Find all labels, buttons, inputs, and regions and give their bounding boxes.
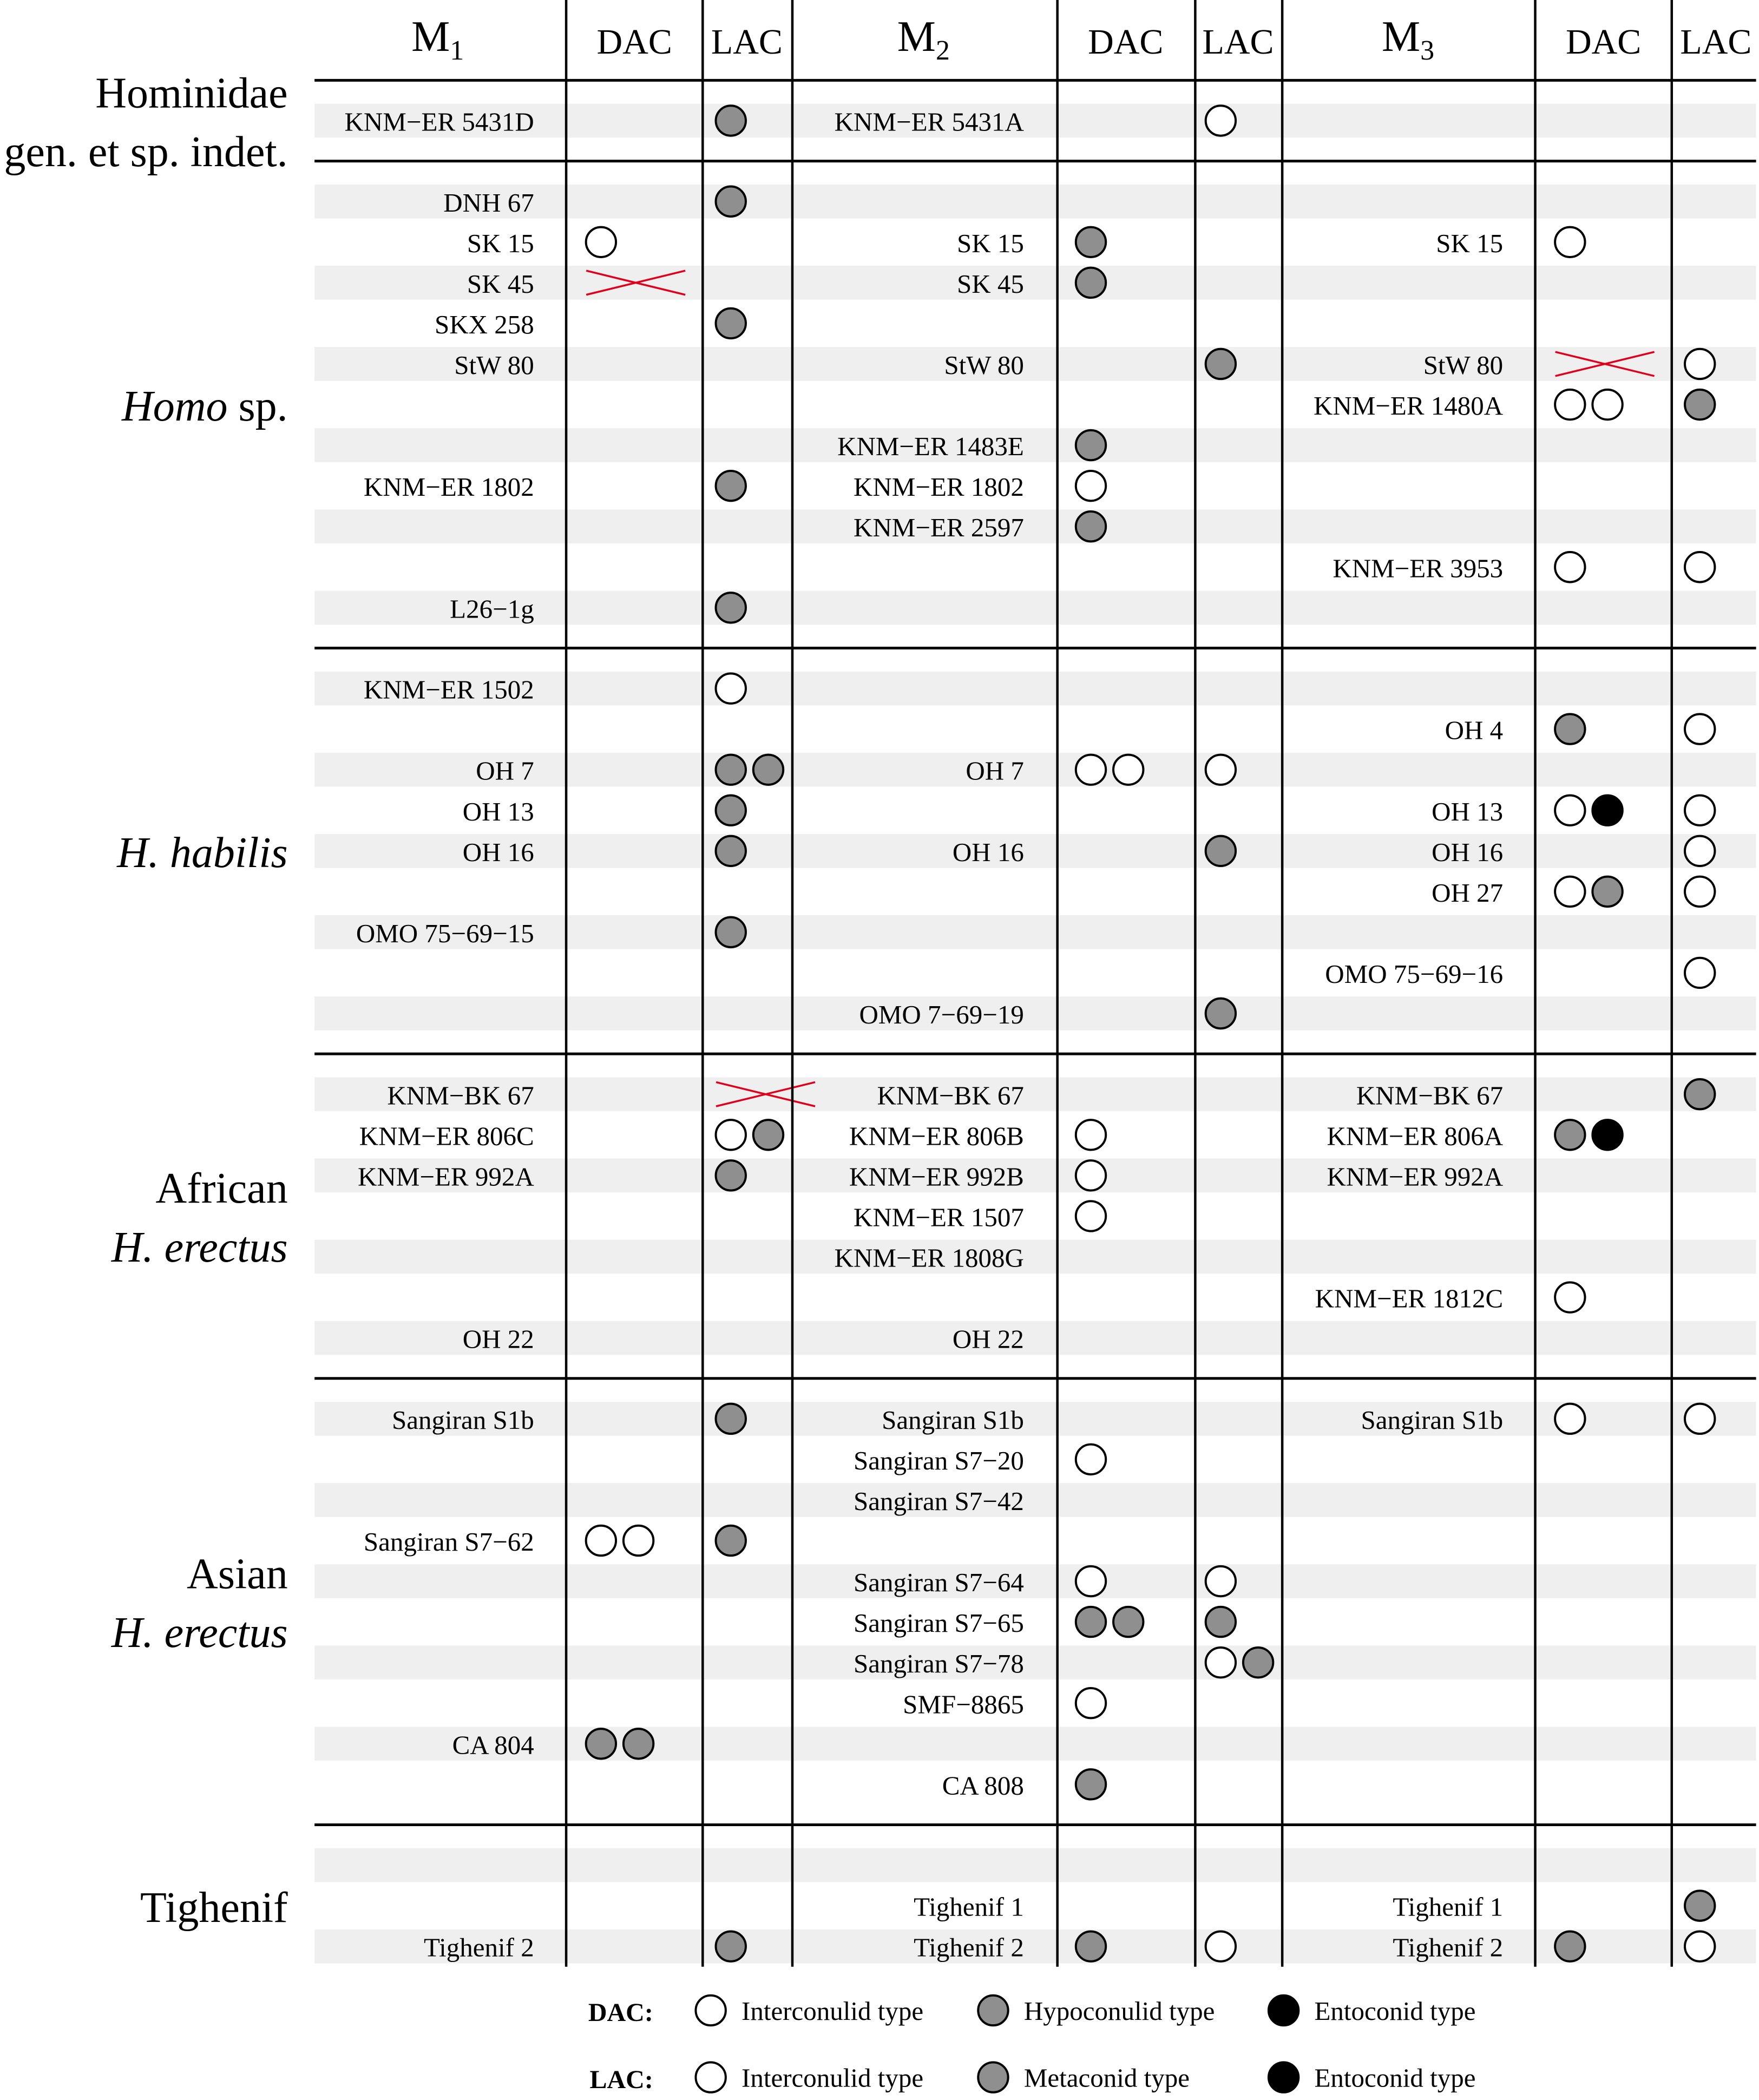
legend-lac-label: LAC: bbox=[589, 2065, 653, 2094]
group-label-tighenif: Tighenif bbox=[140, 1884, 288, 1932]
row-stripe bbox=[314, 1848, 1756, 1882]
m1-specimen-name: KNM−BK 67 bbox=[387, 1080, 534, 1111]
m2-dac-hypoconulid-dot bbox=[1076, 430, 1106, 460]
m1-specimen-name: SK 15 bbox=[467, 228, 534, 258]
m1-lac-hypoconulid-dot bbox=[716, 1160, 746, 1190]
m2-specimen-name: KNM−BK 67 bbox=[877, 1080, 1024, 1111]
m2-specimen-name: OH 7 bbox=[966, 756, 1024, 786]
m2-specimen-name: Sangiran S7−42 bbox=[854, 1486, 1024, 1516]
m3-lac-interconulid-dot bbox=[1685, 877, 1715, 907]
row-stripe bbox=[314, 1240, 1756, 1274]
m3-specimen-name: KNM−ER 1812C bbox=[1315, 1283, 1504, 1314]
legend-entoconid-dot bbox=[1269, 2062, 1298, 2092]
m2-dac-interconulid-dot bbox=[1076, 1566, 1106, 1596]
lac-header: LAC bbox=[711, 22, 783, 62]
legend-hypoconulid-dot bbox=[978, 2062, 1008, 2092]
m1-specimen-name: KNM−ER 5431D bbox=[344, 107, 534, 137]
group-label-asian-h-erectus: H. erectus bbox=[111, 1609, 288, 1657]
m3-dac-hypoconulid-dot bbox=[1555, 1931, 1585, 1961]
m3-header-subscript: 3 bbox=[1420, 35, 1435, 66]
m1-lac-hypoconulid-dot bbox=[716, 1404, 746, 1434]
m1-specimen-name: KNM−ER 992A bbox=[357, 1161, 534, 1192]
group-label-hominidae: Hominidae bbox=[95, 69, 288, 117]
m2-specimen-name: Sangiran S7−65 bbox=[854, 1608, 1024, 1638]
dac-header: DAC bbox=[1565, 22, 1642, 62]
m1-lac-hypoconulid-dot bbox=[716, 754, 746, 784]
m3-dac-hypoconulid-dot bbox=[1555, 714, 1585, 744]
row-stripe bbox=[314, 1645, 1756, 1679]
dac-header: DAC bbox=[596, 22, 672, 62]
m1-header: $M_1$ bbox=[411, 12, 464, 66]
m2-specimen-name: Sangiran S7−64 bbox=[854, 1567, 1024, 1598]
m3-lac-hypoconulid-dot bbox=[1685, 1079, 1715, 1109]
m1-lac-hypoconulid-dot bbox=[716, 309, 746, 338]
m2-specimen-name: OH 16 bbox=[952, 837, 1024, 867]
m3-lac-hypoconulid-dot bbox=[1685, 1891, 1715, 1920]
m1-specimen-name: Tighenif 2 bbox=[423, 1932, 534, 1963]
m1-specimen-name: L26−1g bbox=[450, 594, 534, 624]
m1-dac-interconulid-dot bbox=[586, 227, 616, 257]
m2-specimen-name: SMF−8865 bbox=[903, 1689, 1024, 1720]
m1-specimen-name: StW 80 bbox=[454, 350, 534, 380]
m3-specimen-name: KNM−ER 1480A bbox=[1313, 391, 1504, 421]
row-stripe bbox=[314, 509, 1756, 543]
m2-dac-interconulid-dot bbox=[1076, 1201, 1106, 1231]
m3-lac-hypoconulid-dot bbox=[1685, 390, 1715, 419]
m2-dac-hypoconulid-dot bbox=[1076, 1931, 1106, 1961]
legend-interconulid-dot bbox=[695, 1996, 725, 2025]
m2-specimen-name: CA 808 bbox=[942, 1770, 1024, 1801]
legend-lac-text: Interconulid type bbox=[741, 2063, 924, 2093]
m3-lac-interconulid-dot bbox=[1685, 958, 1715, 988]
m3-dac-entoconid-dot bbox=[1592, 1120, 1622, 1150]
m3-specimen-name: SK 15 bbox=[1436, 228, 1504, 258]
group-label-african-h-erectus: African bbox=[155, 1165, 288, 1213]
lac-header: LAC bbox=[1680, 22, 1752, 62]
m3-lac-interconulid-dot bbox=[1685, 714, 1715, 744]
m2-specimen-name: KNM−ER 1483E bbox=[837, 431, 1024, 462]
m2-lac-hypoconulid-dot bbox=[1206, 1607, 1236, 1637]
m2-dac-hypoconulid-dot bbox=[1113, 1607, 1143, 1637]
m1-specimen-name: OMO 75−69−15 bbox=[356, 918, 534, 948]
m3-specimen-name: KNM−BK 67 bbox=[1356, 1080, 1504, 1111]
group-label-asian-h-erectus: Asian bbox=[187, 1550, 288, 1598]
m3-specimen-name: OH 4 bbox=[1445, 715, 1504, 745]
legend-dac-text: Entoconid type bbox=[1314, 1996, 1476, 2026]
m2-specimen-name: Tighenif 1 bbox=[914, 1892, 1024, 1922]
m2-dac-interconulid-dot bbox=[1076, 754, 1106, 784]
m1-specimen-name: Sangiran S1b bbox=[392, 1405, 534, 1435]
m1-lac-hypoconulid-dot bbox=[716, 471, 746, 501]
m1-specimen-name: KNM−ER 806C bbox=[359, 1121, 534, 1151]
m2-specimen-name: SK 15 bbox=[956, 228, 1024, 258]
m2-lac-hypoconulid-dot bbox=[1206, 836, 1236, 866]
m3-dac-hypoconulid-dot bbox=[1555, 1120, 1585, 1150]
m1-lac-hypoconulid-dot bbox=[753, 754, 783, 784]
m3-specimen-name: OH 27 bbox=[1432, 877, 1504, 908]
m3-lac-interconulid-dot bbox=[1685, 836, 1715, 866]
legend-interconulid-dot bbox=[695, 2062, 725, 2092]
m3-specimen-name: OH 13 bbox=[1432, 796, 1504, 826]
m3-lac-interconulid-dot bbox=[1685, 796, 1715, 825]
m2-specimen-name: Sangiran S7−78 bbox=[854, 1649, 1024, 1679]
m2-header: $M_2$ bbox=[897, 12, 950, 66]
m2-dac-interconulid-dot bbox=[1076, 471, 1106, 501]
m1-lac-hypoconulid-dot bbox=[716, 593, 746, 622]
m2-lac-interconulid-dot bbox=[1206, 754, 1236, 784]
group-label-homo-sp: Homo sp. bbox=[122, 383, 288, 431]
m1-lac-hypoconulid-dot bbox=[716, 1526, 746, 1556]
m3-dac-interconulid-dot bbox=[1555, 796, 1585, 825]
m2-dac-hypoconulid-dot bbox=[1076, 1769, 1106, 1799]
m2-specimen-name: KNM−ER 5431A bbox=[834, 107, 1024, 137]
m2-header-subscript: 2 bbox=[935, 35, 950, 66]
m3-specimen-name: OMO 75−69−16 bbox=[1325, 959, 1504, 989]
m3-dac-hypoconulid-dot bbox=[1592, 877, 1622, 907]
m3-specimen-name: Tighenif 1 bbox=[1393, 1892, 1504, 1922]
m2-lac-interconulid-dot bbox=[1206, 106, 1236, 135]
m1-specimen-name: KNM−ER 1802 bbox=[363, 472, 534, 502]
m1-specimen-name: SK 45 bbox=[467, 268, 534, 299]
m2-dac-interconulid-dot bbox=[1076, 1688, 1106, 1718]
m1-lac-hypoconulid-dot bbox=[716, 796, 746, 825]
m2-specimen-name: KNM−ER 806B bbox=[849, 1121, 1024, 1151]
m2-specimen-name: SK 45 bbox=[956, 268, 1024, 299]
m1-specimen-name: KNM−ER 1502 bbox=[363, 674, 534, 705]
m3-lac-interconulid-dot bbox=[1685, 1404, 1715, 1434]
group-label-h-habilis: H. habilis bbox=[117, 829, 288, 877]
m1-dac-interconulid-dot bbox=[586, 1526, 616, 1556]
group-label-african-h-erectus: H. erectus bbox=[111, 1223, 288, 1271]
m1-lac-hypoconulid-dot bbox=[716, 187, 746, 216]
m2-lac-hypoconulid-dot bbox=[1243, 1648, 1273, 1677]
m2-specimen-name: Tighenif 2 bbox=[914, 1932, 1024, 1963]
legend bbox=[588, 1996, 1476, 2094]
m1-specimen-name: Sangiran S7−62 bbox=[363, 1527, 534, 1557]
m1-specimen-name: OH 22 bbox=[462, 1324, 534, 1354]
m3-lac-interconulid-dot bbox=[1685, 552, 1715, 582]
legend-dac-text: Interconulid type bbox=[741, 1996, 924, 2026]
m2-specimen-name: KNM−ER 1808G bbox=[834, 1243, 1024, 1273]
m2-specimen-name: KNM−ER 1507 bbox=[854, 1202, 1024, 1232]
m1-specimen-name: CA 804 bbox=[452, 1730, 534, 1760]
m1-dac-hypoconulid-dot bbox=[623, 1729, 653, 1758]
m3-specimen-name: Sangiran S1b bbox=[1361, 1405, 1504, 1435]
m2-specimen-name: OMO 7−69−19 bbox=[859, 1000, 1024, 1030]
m2-specimen-name: Sangiran S1b bbox=[882, 1405, 1024, 1435]
legend-entoconid-dot bbox=[1269, 1996, 1298, 2025]
legend-lac-text: Entoconid type bbox=[1314, 2063, 1476, 2093]
m1-specimen-name: DNH 67 bbox=[443, 187, 534, 218]
m3-specimen-name: KNM−ER 806A bbox=[1327, 1121, 1504, 1151]
row-stripe bbox=[314, 428, 1756, 462]
legend-dac-label: DAC: bbox=[588, 1998, 653, 2027]
m3-lac-interconulid-dot bbox=[1685, 349, 1715, 379]
m2-specimen-name: KNM−ER 992B bbox=[849, 1161, 1024, 1192]
m3-dac-interconulid-dot bbox=[1555, 1404, 1585, 1434]
m1-lac-interconulid-dot bbox=[716, 1120, 746, 1150]
group-label-hominidae: gen. et sp. indet. bbox=[4, 128, 288, 176]
m2-specimen-name: StW 80 bbox=[944, 350, 1024, 380]
m2-lac-interconulid-dot bbox=[1206, 1566, 1236, 1596]
m2-dac-interconulid-dot bbox=[1076, 1160, 1106, 1190]
m2-lac-interconulid-dot bbox=[1206, 1648, 1236, 1677]
dac-header: DAC bbox=[1088, 22, 1164, 62]
m2-dac-hypoconulid-dot bbox=[1076, 511, 1106, 541]
m3-dac-entoconid-dot bbox=[1592, 796, 1622, 825]
column-headers bbox=[411, 13, 1751, 66]
row-stripes bbox=[314, 104, 1756, 1964]
m1-specimen-name: OH 7 bbox=[476, 756, 534, 786]
m2-lac-interconulid-dot bbox=[1206, 1931, 1236, 1961]
legend-hypoconulid-dot bbox=[978, 1996, 1008, 2025]
m2-specimen-name: Sangiran S7−20 bbox=[854, 1445, 1024, 1475]
m3-dac-interconulid-dot bbox=[1555, 1282, 1585, 1312]
m2-specimen-name: KNM−ER 1802 bbox=[854, 472, 1024, 502]
m3-specimen-name: OH 16 bbox=[1432, 837, 1504, 867]
lac-header: LAC bbox=[1202, 22, 1274, 62]
m2-dac-hypoconulid-dot bbox=[1076, 268, 1106, 298]
m2-dac-hypoconulid-dot bbox=[1076, 227, 1106, 257]
m2-dac-interconulid-dot bbox=[1113, 754, 1143, 784]
m2-specimen-name: OH 22 bbox=[952, 1324, 1024, 1354]
row-stripe bbox=[314, 996, 1756, 1031]
m3-dac-interconulid-dot bbox=[1555, 227, 1585, 257]
m2-dac-interconulid-dot bbox=[1076, 1120, 1106, 1150]
m2-lac-hypoconulid-dot bbox=[1206, 999, 1236, 1028]
m1-lac-hypoconulid-dot bbox=[716, 106, 746, 135]
m1-specimen-name: OH 13 bbox=[462, 796, 534, 826]
m1-lac-hypoconulid-dot bbox=[716, 1931, 746, 1961]
m2-dac-interconulid-dot bbox=[1076, 1445, 1106, 1474]
row-stripe bbox=[314, 1483, 1756, 1517]
m1-header-subscript: 1 bbox=[450, 35, 464, 66]
m2-lac-hypoconulid-dot bbox=[1206, 349, 1236, 379]
m1-specimen-name: SKX 258 bbox=[434, 309, 534, 339]
group-labels bbox=[4, 69, 288, 1932]
m3-dac-interconulid-dot bbox=[1555, 390, 1585, 419]
m1-lac-hypoconulid-dot bbox=[753, 1120, 783, 1150]
m1-specimen-name: OH 16 bbox=[462, 837, 534, 867]
m3-specimen-name: KNM−ER 992A bbox=[1327, 1161, 1504, 1192]
legend-dac-text: Hypoconulid type bbox=[1023, 1996, 1215, 2026]
m3-header: $M_3$ bbox=[1382, 12, 1435, 66]
m3-specimen-name: StW 80 bbox=[1423, 350, 1504, 380]
m1-dac-hypoconulid-dot bbox=[586, 1729, 616, 1758]
m3-dac-interconulid-dot bbox=[1592, 390, 1622, 419]
m1-dac-interconulid-dot bbox=[623, 1526, 653, 1556]
m3-dac-interconulid-dot bbox=[1555, 877, 1585, 907]
specimen-cells bbox=[344, 106, 1715, 1962]
legend-lac-text: Metaconid type bbox=[1023, 2063, 1190, 2093]
m3-lac-interconulid-dot bbox=[1685, 1931, 1715, 1961]
m1-lac-hypoconulid-dot bbox=[716, 836, 746, 866]
m1-lac-hypoconulid-dot bbox=[716, 917, 746, 947]
m3-specimen-name: Tighenif 2 bbox=[1393, 1932, 1504, 1963]
m2-dac-hypoconulid-dot bbox=[1076, 1607, 1106, 1637]
m1-lac-interconulid-dot bbox=[716, 673, 746, 703]
m3-dac-interconulid-dot bbox=[1555, 552, 1585, 582]
row-stripe bbox=[314, 1564, 1756, 1598]
m3-specimen-name: KNM−ER 3953 bbox=[1333, 553, 1504, 583]
m2-specimen-name: KNM−ER 2597 bbox=[854, 513, 1024, 543]
